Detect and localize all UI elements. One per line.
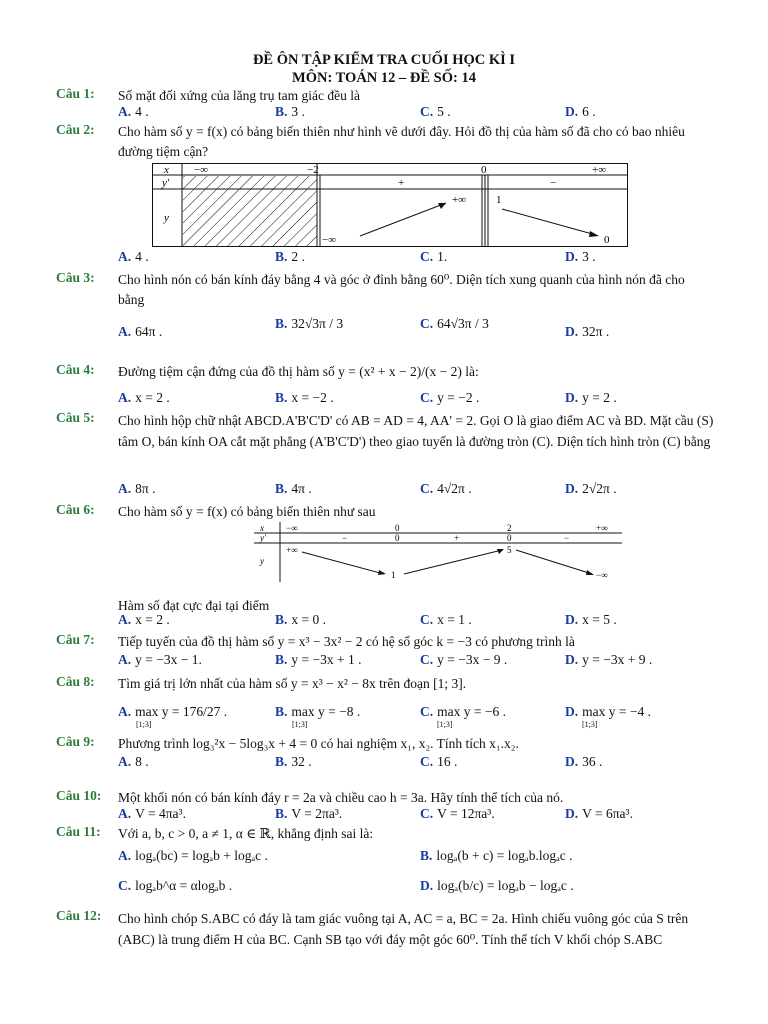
option-a[interactable]: A. 4 . [118,104,149,119]
y-value: +∞ [286,545,298,555]
question-text: Tìm giá trị lớn nhất của hàm số y = x³ − x² − 8x trên đoạn [1; 3]. [118,676,467,691]
option-d[interactable]: D. 32π . [565,324,610,339]
yp-label: y' [260,533,266,543]
option-c[interactable]: C. max y = −6 . [420,704,506,719]
question-text: Cho hình hộp chữ nhật ABCD.A'B'C'D' có AB = AD = 4, AA' = 2. Gọi O là giao điểm AC và BD. Mặt cầu (S) tâm O, bán kính OA cắt mặt phẳng (A'B'C'D') theo giao tuyến là đường tròn (C). Diện tích hình tròn (C) bằng [118,413,714,449]
option-c[interactable]: C. logₐb^α = αlogₐb . [118,878,233,893]
question-number: Câu 5: [56,410,95,425]
variation-table-2 [254,522,622,582]
y-value: 0 [604,234,610,246]
option-a[interactable]: A. 8π . [118,481,156,496]
question-number: Câu 7: [56,632,95,647]
option-a[interactable]: A. y = −3x − 1. [118,652,202,667]
option-b[interactable]: B. 4π . [275,481,312,496]
question-text: Số mặt đối xứng của lăng trụ tam giác đều là [118,88,361,103]
option-b[interactable]: B. 32 . [275,754,312,769]
option-c[interactable]: C. 16 . [420,754,458,769]
option-b[interactable]: B. y = −3x + 1 . [275,652,362,667]
interval-subscript: [1;3] [437,720,453,729]
yp-sign: + [454,533,460,543]
option-a[interactable]: A. x = 2 . [118,612,170,627]
yp-sign: + [398,177,405,189]
option-c[interactable]: C. 5 . [420,104,451,119]
y-label: y [164,212,169,224]
yp-sign: 0 [507,533,512,543]
exam-title: ĐỀ ÔN TẬP KIỂM TRA CUỐI HỌC KÌ I [252,52,516,68]
question-text: Cho hàm số y = f(x) có bảng biến thiên như hình vẽ dưới đây. Hỏi đồ thị của hàm số đã cho có bao nhiêu đường tiệm cận? [118,124,685,159]
question-number: Câu 6: [56,502,95,517]
option-b[interactable]: B. x = 0 . [275,612,327,627]
x-value: 2 [507,523,512,533]
question-number: Câu 12: [56,908,102,923]
interval-subscript: [1;3] [292,720,308,729]
option-d[interactable]: D. max y = −4 . [565,704,651,719]
options [118,104,718,124]
option-d[interactable]: D. 6 . [565,104,596,119]
question-number: Câu 9: [56,734,95,749]
options [118,700,718,734]
interval-subscript: [1;3] [136,720,152,729]
option-d[interactable]: D. V = 6πa³. [565,806,633,821]
question-number: Câu 8: [56,674,95,689]
question-text: Cho hình chóp S.ABC có đáy là tam giác vuông tại A, AC = a, BC = 2a. Hình chiếu vuông góc của S trên (ABC) là trung điểm H của BC. Cạnh SB tạo với đáy một góc 60⁰. Tính thể tích V khối chóp S.ABC [118,911,689,947]
yp-sign: − [564,533,570,543]
option-a[interactable]: A. max y = 176/27 . [118,704,228,719]
question-text: Với a, b, c > 0, a ≠ 1, α ∈ ℝ, khẳng định sai là: [118,826,374,841]
yp-sign: 0 [395,533,400,543]
option-b[interactable]: B. V = 2πa³. [275,806,343,821]
x-label: x [164,164,169,176]
question-number: Câu 4: [56,362,95,377]
x-value: +∞ [592,164,607,176]
question-number: Câu 2: [56,122,95,137]
option-c[interactable]: C. V = 12πa³. [420,806,495,821]
option-b[interactable]: B. 32√3π / 3 [275,316,344,331]
question-number: Câu 11: [56,824,101,839]
question-text: Đường tiệm cận đứng của đồ thị hàm số y = (x² + x − 2)/(x − 2) là: [118,364,479,379]
y-value: −∞ [596,570,608,580]
option-d[interactable]: D. y = 2 . [565,390,617,405]
y-value: −∞ [322,234,337,246]
question-number: Câu 3: [56,270,95,285]
y-value: 1 [391,570,396,580]
option-d[interactable]: D. x = 5 . [565,612,617,627]
y-value: 5 [507,545,512,555]
question-subtext: Hàm số đạt cực đại tại điểm [118,598,270,613]
question-text: Phương trình log₃²x − 5log₃x + 4 = 0 có hai nghiệm x₁, x₂. Tính tích x₁.x₂. [118,736,519,751]
option-a[interactable]: A. 8 . [118,754,149,769]
options [118,652,718,672]
option-d[interactable]: D. logₐ(b/c) = logₐb − logₐc . [420,878,574,893]
option-d[interactable]: D. 36 . [565,754,603,769]
option-a[interactable]: A. logₐ(bc) = logₐb + logₐc . [118,848,268,863]
option-c[interactable]: C. 1. [420,249,448,264]
interval-subscript: [1;3] [582,720,598,729]
option-d[interactable]: D. y = −3x + 9 . [565,652,653,667]
option-a[interactable]: A. V = 4πa³. [118,806,186,821]
option-b[interactable]: B. max y = −8 . [275,704,361,719]
options [118,481,718,501]
options [118,249,718,269]
question-number: Câu 10: [56,788,102,803]
option-c[interactable]: C. y = −2 . [420,390,480,405]
options-row-1 [118,848,718,868]
options [118,390,718,410]
option-b[interactable]: B. 3 . [275,104,305,119]
x-value: 0 [481,164,487,176]
question-text: Cho hàm số y = f(x) có bảng biến thiên như sau [118,504,376,519]
option-a[interactable]: A. x = 2 . [118,390,170,405]
option-b[interactable]: B. 2 . [275,249,305,264]
x-value: −∞ [286,523,298,533]
x-value: −∞ [194,164,209,176]
y-value: 1 [496,194,502,206]
option-d[interactable]: D. 2√2π . [565,481,617,496]
question-number: Câu 1: [56,86,95,101]
yp-label: y' [162,177,170,189]
x-value: 0 [395,523,400,533]
options [118,754,718,774]
question-text: Cho hình nón có bán kính đáy bằng 4 và góc ở đỉnh bằng 60⁰. Diện tích xung quanh của hình nón đã cho bằng [118,272,685,307]
x-label: x [260,523,264,533]
yp-sign: − [342,533,348,543]
x-value: +∞ [596,523,608,533]
option-c[interactable]: C. 64√3π / 3 [420,316,489,331]
variation-table-1 [152,163,628,247]
options [118,316,718,350]
options [118,806,718,826]
x-value: −2 [307,164,319,176]
option-c[interactable]: C. 4√2π . [420,481,472,496]
exam-subtitle: MÔN: TOÁN 12 – ĐỀ SỐ: 14 [292,70,476,86]
y-label: y [260,556,264,566]
option-d[interactable]: D. 3 . [565,249,596,264]
question-text: Một khối nón có bán kính đáy r = 2a và chiều cao h = 3a. Hãy tính thể tích của nó. [118,790,564,805]
option-b[interactable]: B. logₐ(b + c) = logₐb.logₐc . [420,848,573,863]
options-row-2 [118,878,718,898]
yp-sign: − [550,177,557,189]
option-a[interactable]: A. 4 . [118,249,149,264]
question-text: Tiếp tuyến của đồ thị hàm số y = x³ − 3x² − 2 có hệ số góc k = −3 có phương trình là [118,634,575,649]
y-value: +∞ [452,194,467,206]
option-a[interactable]: A. 64π . [118,324,163,339]
option-b[interactable]: B. x = −2 . [275,390,334,405]
option-c[interactable]: C. x = 1 . [420,612,472,627]
options [118,612,718,632]
option-c[interactable]: C. y = −3x − 9 . [420,652,508,667]
